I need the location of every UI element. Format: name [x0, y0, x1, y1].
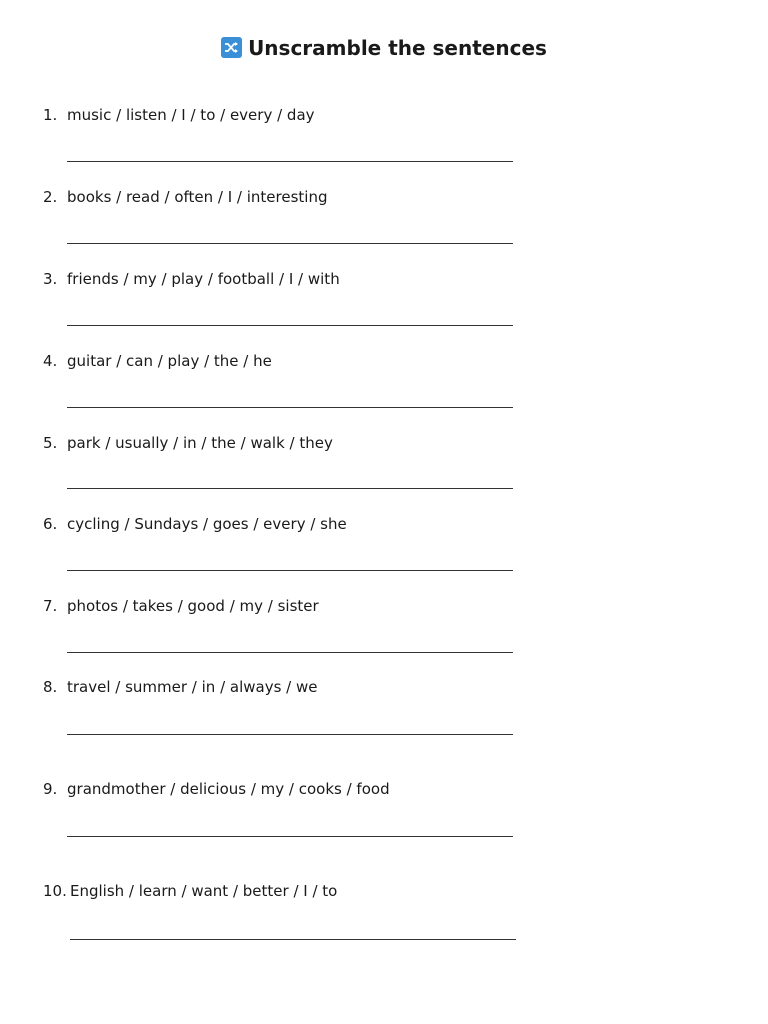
words-text: English / learn / want / better / I / to: [70, 882, 338, 900]
words-text: cycling / Sundays / goes / every / she: [67, 515, 347, 533]
exercise-item-10: [43, 881, 603, 901]
scrambled-words: [43, 351, 603, 371]
answer-line[interactable]: [67, 243, 513, 244]
words-text: music / listen / I / to / every / day: [67, 106, 315, 124]
answer-line[interactable]: [70, 939, 516, 940]
answer-line[interactable]: [67, 734, 513, 735]
exercise-item-5: [43, 433, 603, 453]
answer-line[interactable]: [67, 652, 513, 653]
words-text: books / read / often / I / interesting: [67, 188, 328, 206]
scrambled-words: [43, 596, 603, 616]
item-number: 3.: [43, 270, 58, 288]
item-number: 1.: [43, 106, 58, 124]
words-text: park / usually / in / the / walk / they: [67, 434, 333, 452]
scrambled-words: [43, 514, 603, 534]
item-number: 4.: [43, 352, 58, 370]
scrambled-words: [43, 269, 603, 289]
exercise-item-1: [43, 105, 603, 125]
answer-line[interactable]: [67, 161, 513, 162]
item-number: 6.: [43, 515, 58, 533]
item-number: 2.: [43, 188, 58, 206]
scrambled-words: [43, 779, 603, 799]
answer-line[interactable]: [67, 407, 513, 408]
exercise-item-9: [43, 779, 603, 799]
scrambled-words: [43, 105, 603, 125]
item-number: 8.: [43, 678, 58, 696]
item-number: 10.: [43, 882, 67, 900]
words-text: friends / my / play / football / I / with: [67, 270, 340, 288]
shuffle-icon: [221, 37, 242, 58]
item-number: 5.: [43, 434, 58, 452]
item-number: 7.: [43, 597, 58, 615]
exercise-item-7: [43, 596, 603, 616]
worksheet-title: [0, 34, 768, 62]
words-text: guitar / can / play / the / he: [67, 352, 272, 370]
words-text: photos / takes / good / my / sister: [67, 597, 319, 615]
scrambled-words: [43, 187, 603, 207]
answer-line[interactable]: [67, 570, 513, 571]
exercise-item-4: [43, 351, 603, 371]
item-number: 9.: [43, 780, 58, 798]
scrambled-words: [43, 677, 603, 697]
words-text: travel / summer / in / always / we: [67, 678, 318, 696]
words-text: grandmother / delicious / my / cooks / food: [67, 780, 390, 798]
exercise-item-3: [43, 269, 603, 289]
answer-line[interactable]: [67, 836, 513, 837]
answer-line[interactable]: [67, 325, 513, 326]
exercise-item-2: [43, 187, 603, 207]
scrambled-words: [43, 881, 603, 901]
title-text: Unscramble the sentences: [248, 36, 547, 60]
scrambled-words: [43, 433, 603, 453]
exercise-item-6: [43, 514, 603, 534]
exercise-item-8: [43, 677, 603, 697]
answer-line[interactable]: [67, 488, 513, 489]
